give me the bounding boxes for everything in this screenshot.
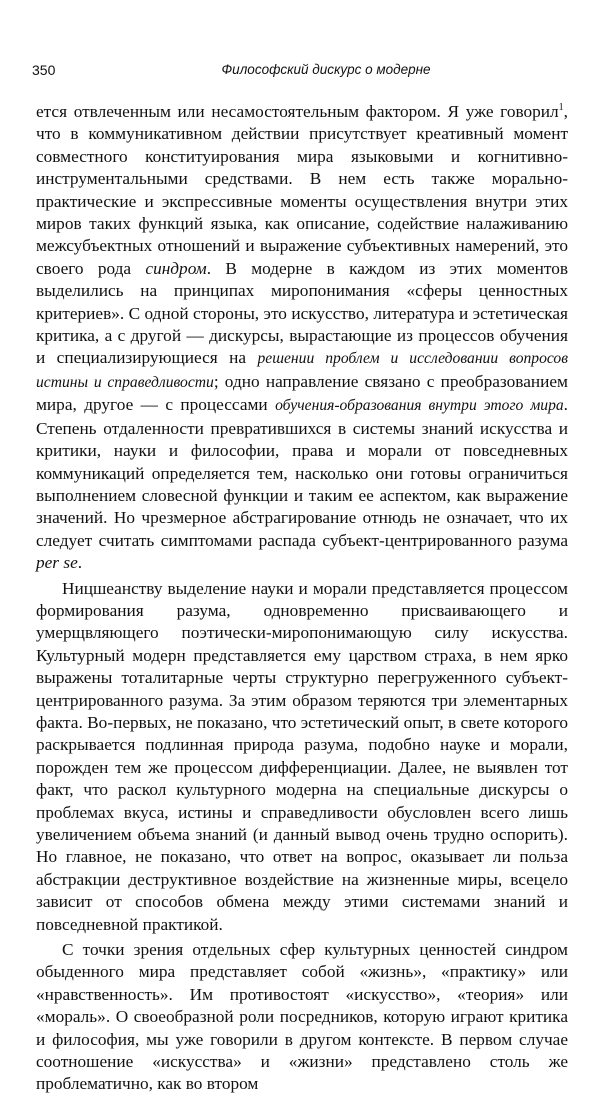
page-number: 350 bbox=[32, 62, 56, 78]
text-run: . bbox=[77, 553, 83, 573]
text-run: . В модерне в каждом из этих моментов выделились на принципах миропонимания «сферы ценностных критериев». С одной стороны, это искусство, литература и эстетическая критика, а с другой — дискурсы, вырастающие из процессов обучения и специализирующиеся на bbox=[36, 258, 568, 368]
paragraph bbox=[36, 101, 568, 575]
text-run: ; одно направление связано с преобразованием мира, другое — с процессами bbox=[36, 371, 568, 415]
text-run: Ницшеанству выделение науки и морали представляется процессом формирования разума, одновременно присваивающего и умерщвляющего поэтически-миропонимающую силу искусства. Культурный модерн представляется ему царством страха, в нем ярко выражены тоталитарные черты структурно перегруженного субъект-центрированного разума. За этим образом теряются три элементарных факта. Во-первых, не показано, что эстетический опыт, в свете которого раскрывается подлинная природа разума, подобно науке и морали, порожден тем же процессом дифференциации. Далее, не выявлен тот факт, что раскол культурного модерна на специальные дискурсы о проблемах вкуса, истины и справедливости обусловлен всего лишь увеличением объема знаний (и данный вывод очень трудно оспорить). Но главное, не показано, что ответ на вопрос, оказывает ли польза абстракции деструктивное воздействие на жизненные миры, всецело зависит от способов обмена между этими системами знаний и повседневной практикой. bbox=[36, 578, 568, 934]
italic-phrase: синдром bbox=[145, 258, 207, 278]
footnote-ref: 1 bbox=[558, 102, 564, 114]
text-run: , что в коммуникативном действии присутствует креативный момент совместного конституирования мира языковыми и когнитивно-инструментальными средствами. В нем есть также морально-практические и экспрессивные моменты осуществления внутри этих миров таких функций языка, как описание, содействие налаживанию межсубъектных отношений и выражение субъективных намерений, это своего рода bbox=[36, 102, 568, 278]
italic-phrase: обучения-образования внутри этого мира bbox=[275, 397, 564, 415]
text-run: . Степень отдаленности превратившихся в системы знаний искусства и критики, науки и философии, права и морали от повседневных коммуникаций определяется тем, насколько они готовы ограничиться выполнением словесной функции и таким ее аспектом, как выражение значений. Но чрезмерное абстрагирование отнюдь не означает, что их следует считать симптомами распада субъект-центрированного разума bbox=[36, 395, 568, 550]
running-title: Философский дискурс о модерне bbox=[221, 62, 431, 77]
paragraph bbox=[36, 578, 568, 937]
body-text bbox=[36, 101, 568, 1096]
italic-phrase: решении проблем и исследовании вопросов истины и справедливости bbox=[36, 350, 568, 391]
text-run: С точки зрения отдельных сфер культурных ценностей синдром обыденного мира представляет собой «жизнь», «практику» или «нравственность». Им противостоят «искусство», «теория» или «мораль». О своеобразной роли посредников, которую играют критика и философия, мы уже говорили в другом контексте. В первом случае соотношение «искусства» и «жизни» представлено столь же проблематично, как во втором bbox=[36, 940, 568, 1094]
text-run: ется отвлеченным или несамостоятельным фактором. Я уже говорил bbox=[36, 102, 559, 121]
paragraph bbox=[36, 939, 568, 1096]
italic-phrase: per se bbox=[36, 553, 78, 573]
page-header bbox=[32, 62, 560, 82]
